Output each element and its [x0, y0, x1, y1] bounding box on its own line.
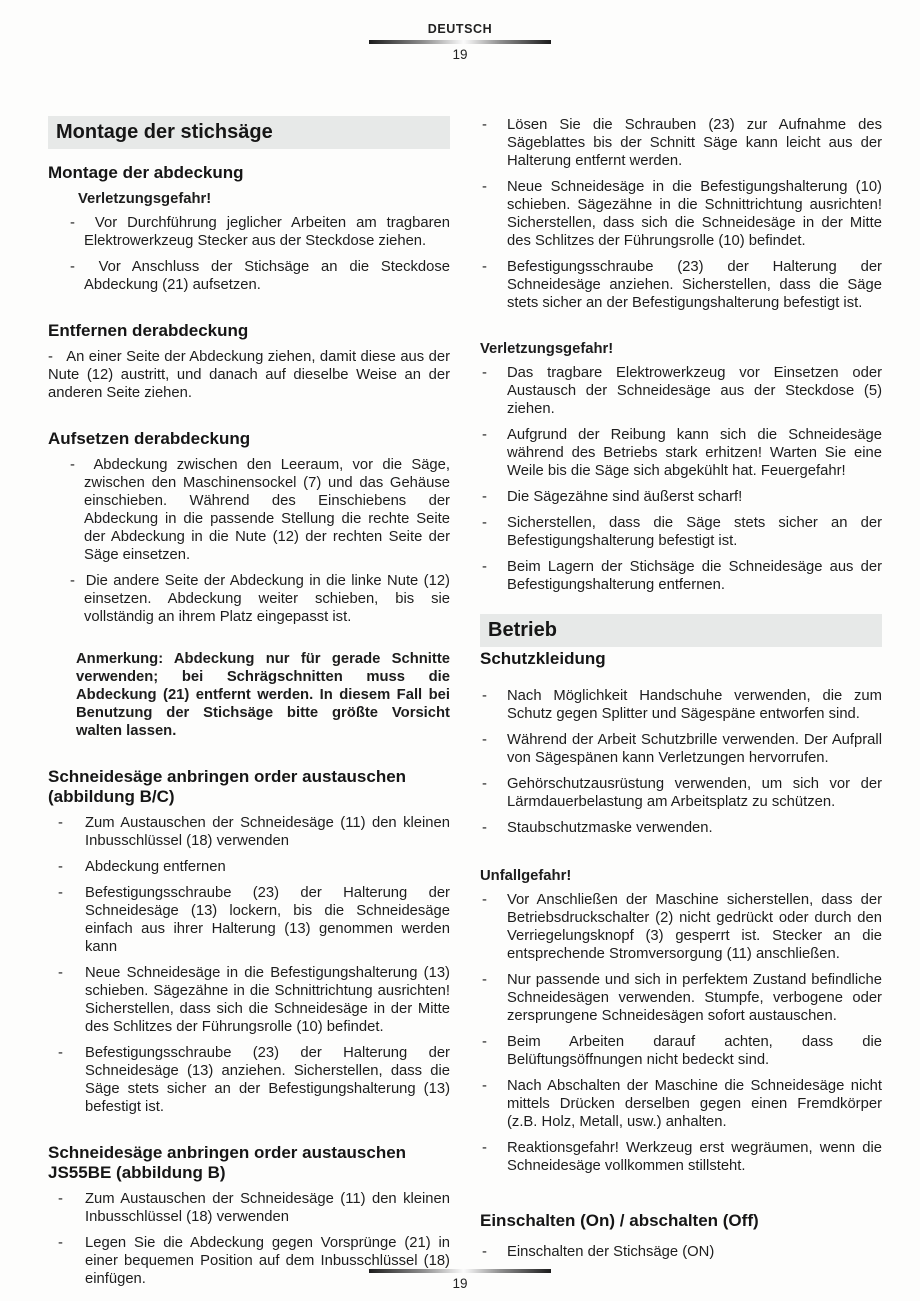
bullet-item: - Vor Anschluss der Stichsäge an die Steckdose Abdeckung (21) aufsetzen.	[48, 258, 450, 294]
section-banner-betrieb: Betrieb	[480, 614, 882, 647]
bullet-item: - Staubschutzmaske verwenden.	[480, 819, 882, 837]
language-label: DEUTSCH	[427, 22, 493, 36]
page-header	[0, 0, 920, 62]
bullet-item: - Zum Austauschen der Schneidesäge (11) den kleinen Inbusschlüssel (18) verwenden	[48, 1190, 450, 1226]
bullet-item: - Aufgrund der Reibung kann sich die Schneidesäge während des Betriebs stark erhitzen! Warten Sie eine Weile bis die Säge sich abgekühlt hat. Feuergefahr!	[480, 426, 882, 480]
warning-title: Verletzungsgefahr!	[78, 191, 212, 207]
bullet-item: - Neue Schneidesäge in die Befestigungshalterung (10) schieben. Sägezähne in die Schnittrichtung ausrichten! Sicherstellen, dass sich die Schneidesäge in der Mitte des Schlitzes der Führungsrolle (10) befindet.	[480, 178, 882, 250]
bullet-item: - Nur passende und sich in perfektem Zustand befindliche Schneidesägen verwenden. Stumpfe, verbogene oder zersprungene Schneidesägen sofort austauschen.	[480, 971, 882, 1025]
footer-page-number: 19	[452, 1276, 468, 1291]
bullet-item: - Neue Schneidesäge in die Befestigungshalterung (13) schieben. Sägezähne in die Schnittrichtung ausrichten! Sicherstellen, dass sich die Schneidesäge in der Mitte des Schlitzes der Führungsrolle (10) befindet.	[48, 964, 450, 1036]
bullet-item: - Das tragbare Elektrowerkzeug vor Einsetzen oder Austausch der Schneidesäge aus der Steckdose (5) ziehen.	[480, 364, 882, 418]
bullet-item: - Nach Abschalten der Maschine die Schneidesäge nicht mittels Drücken derselben gegen einen Fremdkörper (z.B. Holz, Metall, usw.) anhalten.	[480, 1077, 882, 1131]
right-column	[480, 116, 882, 1296]
bullet-item: - Vor Durchführung jeglicher Arbeiten am tragbaren Elektrowerkzeug Stecker aus der Steckdose ziehen.	[48, 214, 450, 250]
bullet-item: - Abdeckung zwischen den Leeraum, vor die Säge, zwischen den Maschinensockel (7) und das Gehäuse einschieben. Während des Einschiebens der Abdeckung in die passende Stellung die rechte Seite der Abdeckung in die Nute (12) der rechten Seite der Säge einsetzen.	[48, 456, 450, 564]
warning-title: Verletzungsgefahr!	[480, 341, 614, 357]
left-column	[48, 116, 450, 1296]
bullet-item: - Lösen Sie die Schrauben (23) zur Aufnahme des Sägeblattes bis der Schnitt Säge kann leicht aus der Halterung entfernt werden.	[480, 116, 882, 170]
header-rule	[369, 40, 551, 44]
header-page-number: 19	[452, 47, 468, 62]
bullet-item: - Befestigungsschraube (23) der Halterung der Schneidesäge anziehen. Sicherstellen, dass die Säge stets sicher an der Befestigungshalterung befestigt ist.	[480, 258, 882, 312]
bullet-item: - Beim Arbeiten darauf achten, dass die Belüftungsöffnungen nicht bedeckt sind.	[480, 1033, 882, 1069]
page-footer	[0, 1265, 920, 1291]
bullet-item: - Zum Austauschen der Schneidesäge (11) den kleinen Inbusschlüssel (18) verwenden	[48, 814, 450, 850]
section-heading: Schneidesäge anbringen order austauschen JS55BE (abbildung B)	[48, 1143, 407, 1182]
bullet-item: - Befestigungsschraube (23) der Halterung der Schneidesäge (13) lockern, bis die Schneidesäge einfach aus ihrer Halterung (13) genommen werden kann	[48, 884, 450, 956]
bullet-item: - Einschalten der Stichsäge (ON)	[480, 1243, 882, 1261]
bullet-item: - Während der Arbeit Schutzbrille verwenden. Der Aufprall von Sägespänen kann Verletzungen hervorrufen.	[480, 731, 882, 767]
bullet-item: - Reaktionsgefahr! Werkzeug erst wegräumen, wenn die Schneidesäge vollkommen stillsteht.	[480, 1139, 882, 1175]
bullet-item: - Vor Anschließen der Maschine sicherstellen, dass der Betriebsdruckschalter (2) nicht gedrückt oder durch den Verriegelungsknopf (3) gesperrt ist. Stecker an die entsprechende Stromversorgung (11) anschließen.	[480, 891, 882, 963]
section-heading: Schutzkleidung	[480, 649, 606, 668]
note-text: Anmerkung: Abdeckung nur für gerade Schnitte verwenden; bei Schrägschnitten muss die Abdeckung (21) entfernt werden. In diesem Fall bei Benutzung der Stichsäge bitte größte Vorsicht walten lassen.	[76, 651, 450, 739]
section-heading: Montage der abdeckung	[48, 163, 244, 182]
bullet-item: - Die Sägezähne sind äußerst scharf!	[480, 488, 882, 506]
bullet-item: - Sicherstellen, dass die Säge stets sicher an der Befestigungshalterung befestigt ist.	[480, 514, 882, 550]
bullet-item: - Die andere Seite der Abdeckung in die linke Nute (12) einsetzen. Abdeckung weiter schieben, bis sie vollständig an ihrem Platz eingepasst ist.	[48, 572, 450, 626]
section-heading: Schneidesäge anbringen order austauschen (abbildung B/C)	[48, 767, 407, 806]
section-heading: Aufsetzen derabdeckung	[48, 429, 251, 448]
bullet-item: - Gehörschutzausrüstung verwenden, um sich vor der Lärmdauerbelastung am Arbeitsplatz zu schützen.	[480, 775, 882, 811]
section-heading: Entfernen derabdeckung	[48, 321, 249, 340]
content-columns	[0, 116, 920, 1296]
bullet-item: - Legen Sie die Abdeckung gegen Vorsprünge (21) in einer bequemen Position auf dem Inbusschlüssel (18) einfügen.	[48, 1234, 450, 1288]
bullet-item: - Befestigungsschraube (23) der Halterung der Schneidesäge (13) anziehen. Sicherstellen, dass die Säge stets sicher an der Befestigungshalterung (13) befestigt ist.	[48, 1044, 450, 1116]
bullet-item: - Nach Möglichkeit Handschuhe verwenden, die zum Schutz gegen Splitter und Sägespäne entworfen sind.	[480, 687, 882, 723]
bullet-item: - Abdeckung entfernen	[48, 858, 450, 876]
section-heading: Einschalten (On) / abschalten (Off)	[480, 1211, 759, 1230]
warning-title: Unfallgefahr!	[480, 868, 572, 884]
section-banner-montage: Montage der stichsäge	[48, 116, 450, 149]
bullet-item: - Beim Lagern der Stichsäge die Schneidesäge aus der Befestigungshalterung entfernen.	[480, 558, 882, 594]
footer-rule	[369, 1269, 551, 1273]
paragraph: - An einer Seite der Abdeckung ziehen, damit diese aus der Nute (12) austritt, und danach auf dieselbe Weise an der anderen Seite ziehen.	[48, 348, 450, 402]
